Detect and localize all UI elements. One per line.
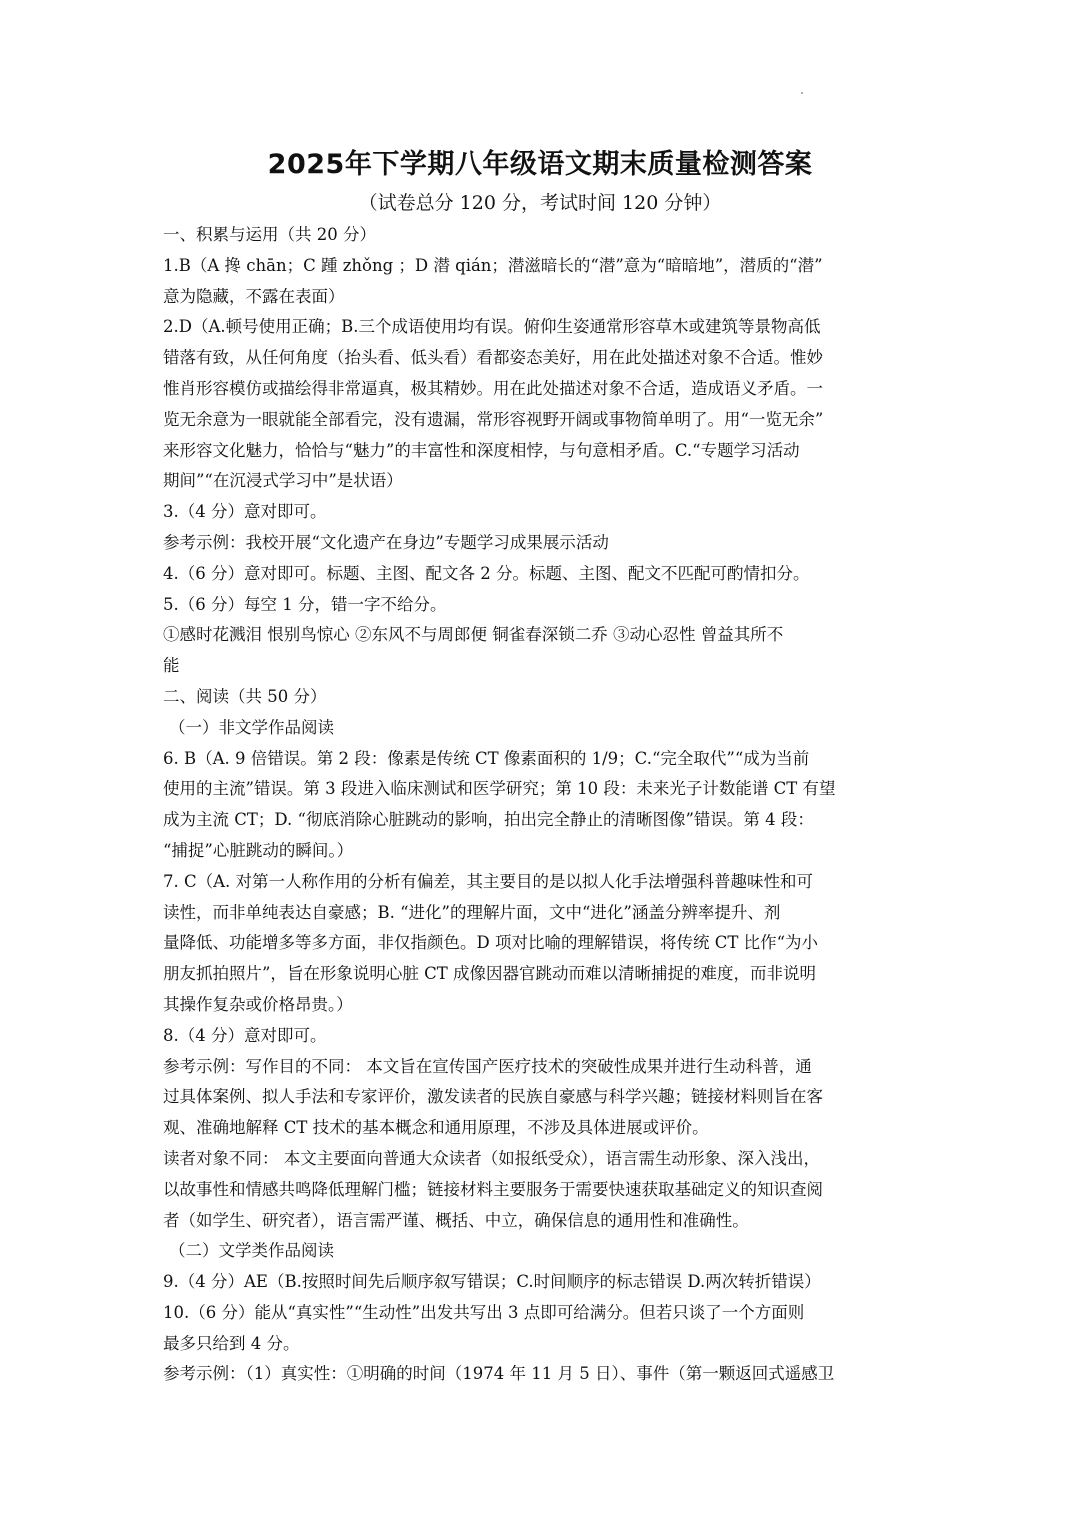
text-line: 10.（6 分）能从“真实性”“生动性”出发共写出 3 点即可给满分。但若只谈了一个方面则 [163,1302,805,1322]
text-line: 意为隐藏，不露在表面） [163,286,345,306]
text-line: （一）非文学作品阅读 [169,717,334,737]
text-line: 9.（4 分）AE（B.按照时间先后顺序叙写错误；C.时间顺序的标志错误 D.两次转折错误） [163,1272,821,1292]
text-line: 8.（4 分）意对即可。 [163,1025,327,1045]
text-line: 5.（6 分）每空 1 分，错一字不给分。 [163,594,447,614]
text-line: 读者对象不同： 本文主要面向普通大众读者（如报纸受众），语言需生动形象、深入浅出， [163,1148,820,1168]
text-line: 观、准确地解释 CT 技术的基本概念和通用原理，不涉及具体进展或评价。 [163,1118,709,1138]
text-line: 4.（6 分）意对即可。标题、主图、配文各 2 分。标题、主图、配文不匹配可酌情扣分。 [163,563,810,583]
page-subtitle: （试卷总分 120 分，考试时间 120 分钟） [358,192,722,214]
text-line: 读性，而非单纯表达自豪感；B. “进化”的理解片面，文中“进化”涵盖分辨率提升、剂 [163,902,781,922]
text-line: 其操作复杂或价格昂贵。） [163,994,353,1014]
text-line: 者（如学生、研究者），语言需严谨、概括、中立，确保信息的通用性和准确性。 [163,1210,749,1230]
text-line: 1.B（A 搀 chān；C 踵 zhǒng ；D 潜 qián；潜滋暗长的“潜”意为“暗暗地”，潜质的“潜” [163,255,823,275]
text-line: 量降低、功能增多等多方面，非仅指颜色。D 项对比喻的理解错误，将传统 CT 比作“为小 [163,933,819,953]
text-line: 朋友抓拍照片”，旨在形象说明心脏 CT 成像因器官跳动而难以清晰捕捉的难度，而非说明 [163,964,817,984]
text-line: 6. B（A. 9 倍错误。第 2 段：像素是传统 CT 像素面积的 1/9；C.“完全取代”“成为当前 [163,748,810,768]
text-line: 最多只给到 4 分。 [163,1333,300,1353]
text-line: 期间”“在沉浸式学习中”是状语） [163,471,403,491]
text-line: 7. C（A. 对第一人称作用的分析有偏差，其主要目的是以拟人化手法增强科普趣味性和可 [163,871,814,891]
text-line: 参考示例：我校开展“文化遗产在身边”专题学习成果展示活动 [163,532,609,552]
text-line: （二）文学类作品阅读 [169,1241,334,1261]
text-line: 惟肖形容模仿或描绘得非常逼真，极其精妙。用在此处描述对象不合适，造成语义矛盾。一 [163,378,823,398]
scan-speck [801,92,803,94]
text-line: 参考示例：（1）真实性：①明确的时间（1974 年 11 月 5 日）、事件（第一颗返回式遥感卫 [163,1364,835,1384]
text-line: 览无余意为一眼就能全部看完，没有遗漏，常形容视野开阔或事物简单明了。用“一览无余” [163,409,824,429]
text-line: 成为主流 CT；D. “彻底消除心脏跳动的影响，拍出完全静止的清晰图像”错误。第 4 段： [163,810,814,830]
page-title: 2025年下学期八年级语文期末质量检测答案 [267,149,813,180]
text-line: 二、阅读（共 50 分） [163,686,327,706]
text-line: 能 [163,656,180,676]
text-line: ①感时花溅泪 恨别鸟惊心 ②东风不与周郎便 铜雀春深锁二乔 ③动心忍性 曾益其所不 [163,625,784,645]
text-line: 3.（4 分）意对即可。 [163,502,327,522]
text-line: 参考示例：写作目的不同： 本文旨在宣传国产医疗技术的突破性成果并进行生动科普，通 [163,1056,812,1076]
text-line: 2.D（A.顿号使用正确；B.三个成语使用均有误。俯仰生姿通常形容草木或建筑等景物高低 [163,317,821,337]
text-line: 来形容文化魅力，恰恰与“魅力”的丰富性和深度相悖，与句意相矛盾。C.“专题学习活动 [163,440,800,460]
answer-body [163,220,923,1390]
text-line: “捕捉”心脏跳动的瞬间。） [163,840,354,860]
text-line: 过具体案例、拟人手法和专家评价，激发读者的民族自豪感与科学兴趣；链接材料则旨在客 [163,1087,823,1107]
text-line: 错落有致，从任何角度（抬头看、低头看）看都姿态美好，用在此处描述对象不合适。惟妙 [163,348,823,368]
text-line: 使用的主流”错误。第 3 段进入临床测试和医学研究；第 10 段：未来光子计数能谱 CT 有望 [163,779,836,799]
text-line: 一、积累与运用（共 20 分） [163,225,376,244]
text-line: 以故事性和情感共鸣降低理解门槛；链接材料主要服务于需要快速获取基础定义的知识查阅 [163,1179,823,1199]
